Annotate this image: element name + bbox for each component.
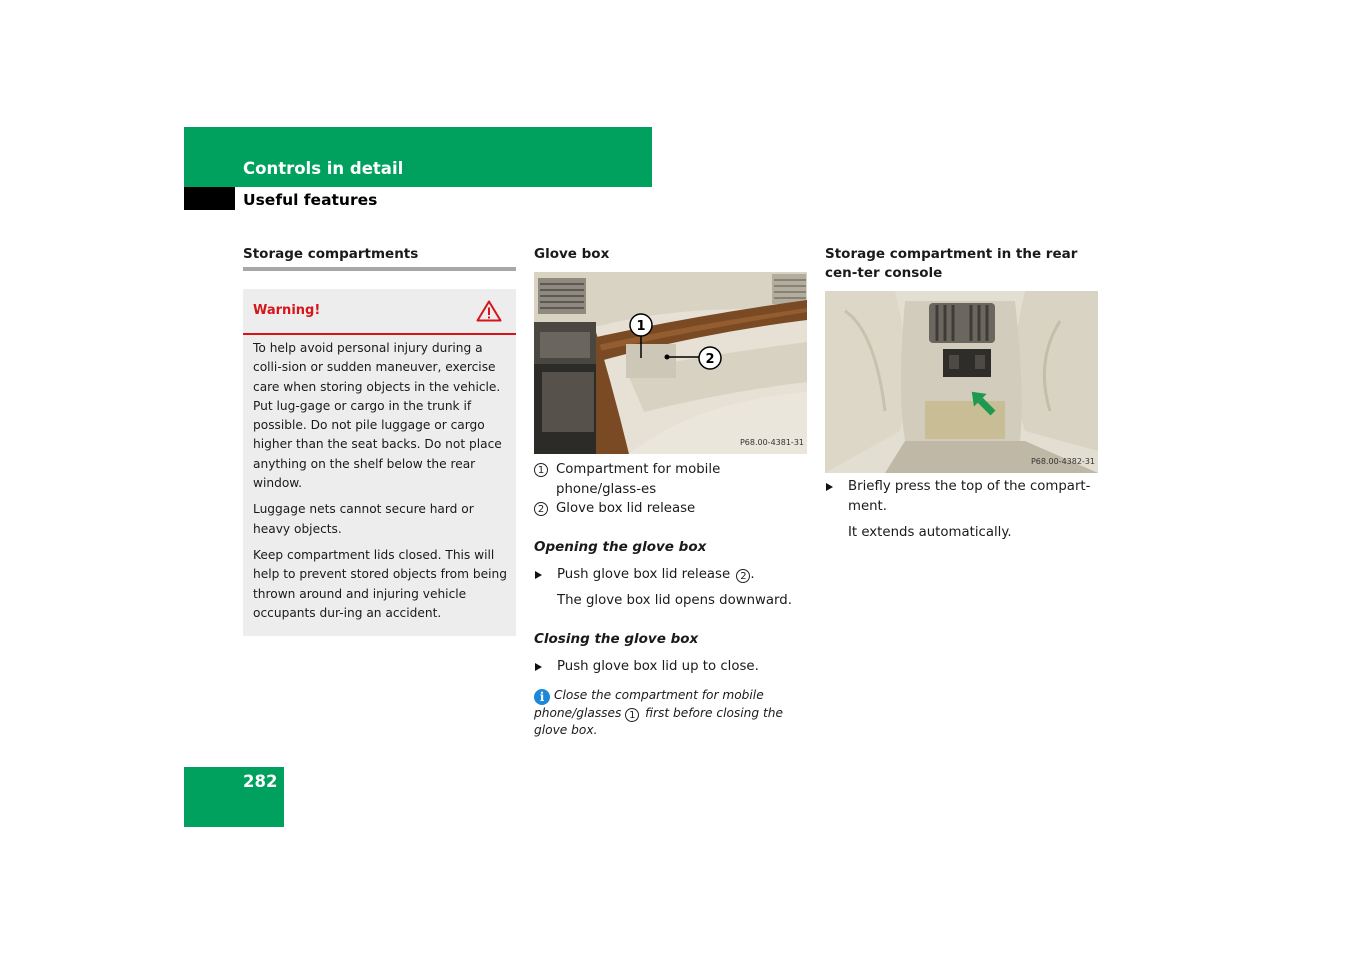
warning-label: Warning! [253, 303, 321, 319]
rear-console-photo [825, 291, 1098, 473]
section-subtitle: Useful features [243, 191, 378, 209]
step-result: It extends automatically. [848, 525, 1012, 540]
header-band [184, 127, 652, 187]
column-rear-console [825, 245, 1098, 543]
warning-body [243, 335, 516, 636]
note-text: Close the compartment for mobile phone/glasses [534, 688, 764, 720]
note-text: first before closing the glove box. [534, 706, 784, 737]
warning-box [243, 289, 516, 636]
glove-box-photo [534, 272, 807, 454]
step-end: . [750, 566, 755, 582]
callout-2: 2 [705, 352, 715, 367]
page-number: 282 [243, 772, 278, 791]
column-storage [243, 245, 516, 636]
number-badge: 1 [625, 708, 639, 722]
legend-item [534, 499, 807, 519]
bullet-arrow-icon [826, 483, 833, 491]
instruction-step [825, 477, 1098, 516]
step-result: The glove box lid opens downward. [557, 593, 792, 608]
warning-header [243, 289, 516, 335]
step-text: Briefly press the top of the compart-ment. [848, 479, 1091, 514]
section-title: Controls in detail [243, 159, 404, 178]
column-glove-box [534, 245, 807, 739]
callout-1: 1 [636, 319, 646, 334]
number-badge: 1 [534, 463, 548, 477]
info-icon: i [534, 689, 550, 705]
warning-paragraph: Keep compartment lids closed. This will help to prevent stored objects from being thrown around and injuring vehicle occupants dur-ing an accident. [253, 547, 507, 620]
rear-console-heading: Storage compartment in the rear cen-ter console [825, 246, 1078, 281]
instruction-step [534, 657, 807, 677]
storage-heading: Storage compartments [243, 246, 419, 262]
number-badge: 2 [736, 569, 750, 583]
instruction-step [534, 565, 807, 585]
legend-item [534, 460, 807, 499]
image-code: P68.00-4381-31 [739, 437, 804, 447]
warning-paragraph: To help avoid personal injury during a colli-sion or sudden maneuver, exercise care when storing objects in the vehicle. Put lug-gage or cargo in the trunk if possible. Do not pile luggage or cargo higher than the seat backs. Do not place anything on the shelf below the rear window. [253, 341, 502, 491]
step-text: Push glove box lid release [557, 566, 731, 582]
number-badge: 2 [534, 502, 548, 516]
warning-paragraph: Luggage nets cannot secure hard or heavy objects. [253, 502, 474, 536]
info-note [534, 687, 807, 739]
legend [534, 460, 807, 519]
warning-triangle-icon [476, 300, 502, 322]
step-text: Push glove box lid up to close. [557, 658, 759, 674]
bullet-arrow-icon [535, 571, 542, 579]
closing-heading: Closing the glove box [534, 630, 699, 647]
opening-heading: Opening the glove box [534, 538, 707, 555]
bullet-arrow-icon [535, 663, 542, 671]
header-marker [184, 187, 235, 210]
heading-rule [243, 267, 516, 271]
image-code: P68.00-4382-31 [1030, 456, 1095, 466]
glove-box-heading: Glove box [534, 246, 610, 262]
legend-text: Compartment for mobile phone/glass-es [556, 462, 721, 497]
legend-text: Glove box lid release [556, 501, 696, 516]
